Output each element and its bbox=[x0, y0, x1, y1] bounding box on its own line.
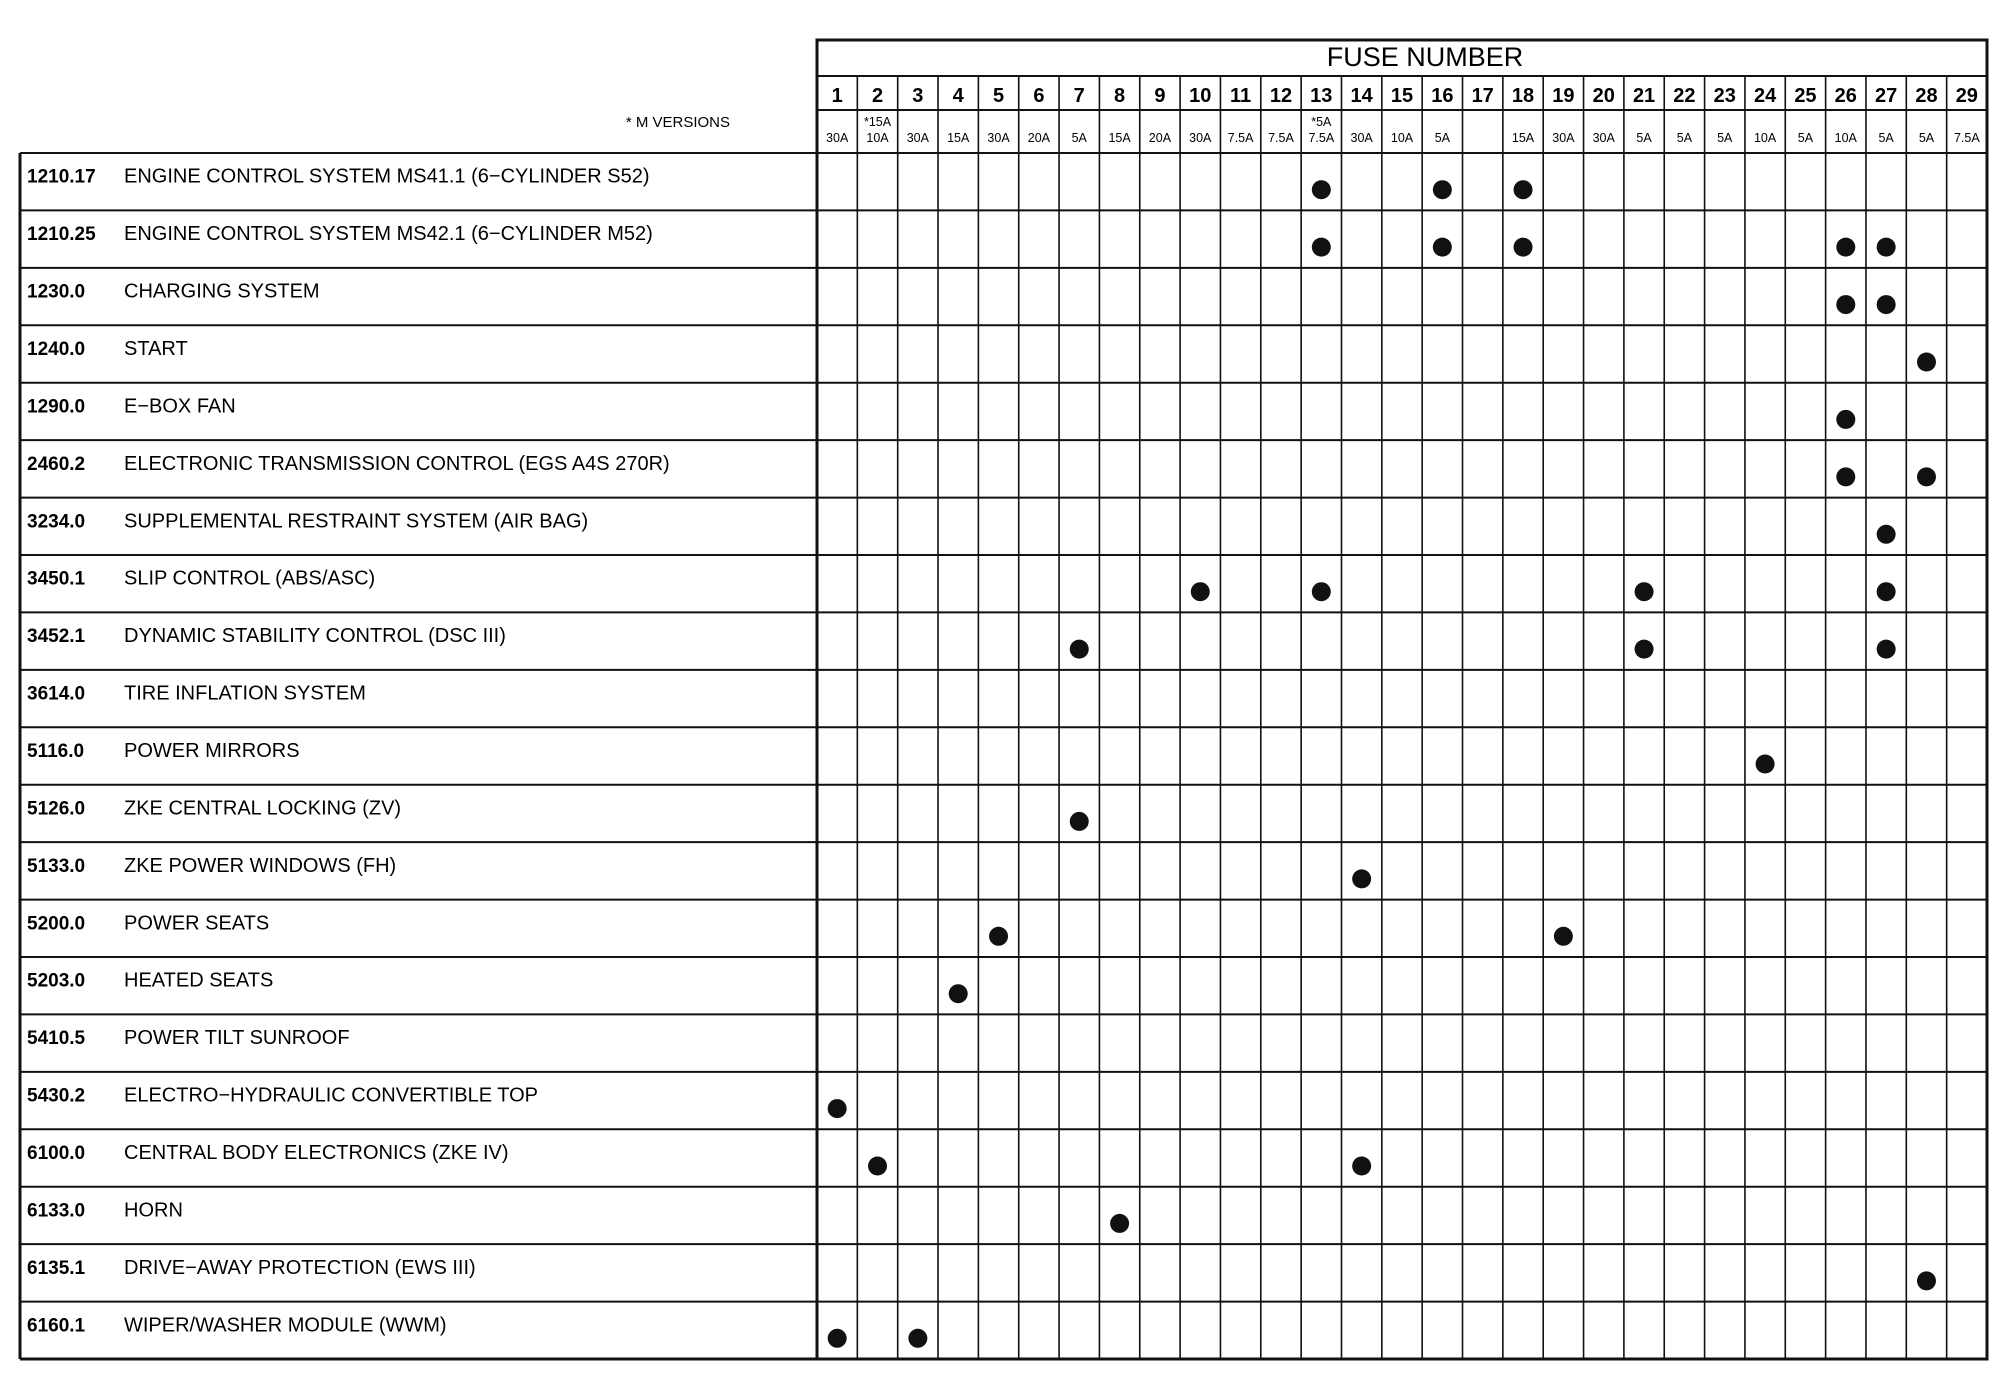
system-name: CENTRAL BODY ELECTRONICS (ZKE IV) bbox=[124, 1142, 509, 1164]
system-name: CHARGING SYSTEM bbox=[124, 280, 320, 303]
fuse-column-number: 26 bbox=[1834, 85, 1857, 107]
system-name: POWER TILT SUNROOF bbox=[124, 1027, 350, 1050]
fuse-dot bbox=[1836, 410, 1855, 429]
system-code: 1230.0 bbox=[27, 281, 86, 303]
fuse-dot bbox=[1433, 238, 1452, 257]
fuse-column-number: 13 bbox=[1310, 85, 1333, 107]
fuse-rating: 7.5A bbox=[1953, 131, 1980, 145]
fuse-dot bbox=[828, 1329, 847, 1348]
system-name: ENGINE CONTROL SYSTEM MS41.1 (6−CYLINDER S52) bbox=[124, 165, 650, 188]
fuse-rating: 5A bbox=[1434, 131, 1450, 145]
system-name: DYNAMIC STABILITY CONTROL (DSC III) bbox=[124, 625, 506, 648]
system-name: ZKE CENTRAL LOCKING (ZV) bbox=[124, 797, 402, 820]
fuse-column-number: 19 bbox=[1552, 85, 1575, 107]
fuse-rating: 30A bbox=[1350, 131, 1373, 145]
fuse-rating: 5A bbox=[1717, 131, 1733, 145]
system-code: 6160.1 bbox=[27, 1315, 86, 1337]
fuse-column-number: 18 bbox=[1511, 85, 1535, 107]
fuse-dot bbox=[1836, 238, 1855, 257]
system-code: 3614.0 bbox=[27, 683, 86, 705]
grid-lines bbox=[20, 76, 1987, 1359]
system-code: 1210.17 bbox=[27, 166, 96, 188]
system-name: E−BOX FAN bbox=[124, 395, 236, 418]
fuse-columns bbox=[826, 85, 1980, 145]
fuse-column-number: 7 bbox=[1073, 85, 1085, 107]
fuse-rating: 7.5A bbox=[1227, 131, 1254, 145]
fuse-number-title: FUSE NUMBER bbox=[1326, 42, 1524, 72]
fuse-column-number: 15 bbox=[1390, 85, 1414, 107]
system-code: 5116.0 bbox=[27, 741, 85, 762]
fuse-dot bbox=[1312, 238, 1331, 257]
fuse-dot bbox=[949, 984, 968, 1003]
fuse-column-number: 14 bbox=[1350, 85, 1373, 107]
fuse-rating: 10A bbox=[866, 131, 889, 145]
fuse-rating: 30A bbox=[1189, 131, 1212, 145]
system-code: 6100.0 bbox=[27, 1143, 86, 1164]
fuse-dot bbox=[828, 1099, 847, 1118]
system-code: 5203.0 bbox=[27, 970, 86, 992]
system-name: DRIVE−AWAY PROTECTION (EWS III) bbox=[124, 1256, 476, 1279]
fuse-rating: 5A bbox=[1878, 131, 1894, 145]
system-code: 1210.25 bbox=[27, 224, 96, 246]
system-name: ZKE POWER WINDOWS (FH) bbox=[124, 854, 397, 877]
fuse-column-number: 25 bbox=[1794, 85, 1817, 107]
fuse-column-number: 5 bbox=[992, 85, 1005, 107]
fuse-dot bbox=[1070, 812, 1089, 831]
fuse-rating: 30A bbox=[906, 131, 929, 145]
fuse-rating: 30A bbox=[1592, 131, 1615, 145]
system-code: 3234.0 bbox=[27, 511, 86, 533]
fuse-dot bbox=[1836, 467, 1855, 486]
system-code: 1290.0 bbox=[27, 396, 86, 418]
fuse-rating: 15A bbox=[1108, 131, 1131, 145]
fuse-dot bbox=[1635, 582, 1654, 601]
system-code: 5133.0 bbox=[27, 855, 86, 877]
fuse-m-rating: *5A bbox=[1311, 115, 1332, 129]
fuse-rating: 5A bbox=[1676, 131, 1693, 145]
fuse-rating: 20A bbox=[1148, 131, 1172, 145]
system-name: ENGINE CONTROL SYSTEM MS42.1 (6−CYLINDER M52) bbox=[124, 223, 653, 246]
fuse-dot bbox=[1110, 1214, 1129, 1233]
fuse-column-number: 16 bbox=[1431, 85, 1454, 107]
system-code: 5410.5 bbox=[27, 1028, 86, 1050]
fuse-rating: 7.5A bbox=[1308, 131, 1335, 145]
fuse-rating: 7.5A bbox=[1268, 131, 1294, 145]
fuse-rating: 5A bbox=[1071, 131, 1087, 145]
fuse-dot bbox=[1877, 525, 1896, 544]
system-code: 3450.1 bbox=[27, 568, 86, 590]
system-name: POWER MIRRORS bbox=[124, 740, 300, 762]
system-code: 5430.2 bbox=[27, 1085, 86, 1107]
fuse-rating: 15A bbox=[947, 131, 970, 145]
fuse-dot bbox=[1917, 353, 1936, 372]
system-name: POWER SEATS bbox=[124, 912, 270, 935]
fuse-dot bbox=[1877, 640, 1896, 659]
fuse-column-number: 9 bbox=[1154, 85, 1166, 107]
system-name: SLIP CONTROL (ABS/ASC) bbox=[124, 567, 376, 590]
fuse-dot bbox=[868, 1157, 887, 1176]
system-code: 6135.1 bbox=[27, 1257, 86, 1279]
fuse-dot bbox=[1514, 180, 1533, 199]
fuse-column-number: 24 bbox=[1753, 85, 1777, 107]
fuse-column-number: 28 bbox=[1915, 85, 1938, 107]
system-code: 5126.0 bbox=[27, 798, 86, 820]
fuse-dot bbox=[1836, 295, 1855, 314]
fuse-rating: 10A bbox=[1834, 131, 1857, 145]
fuse-column-number: 17 bbox=[1471, 85, 1494, 107]
fuse-dot bbox=[1877, 295, 1896, 314]
system-name: TIRE INFLATION SYSTEM bbox=[124, 682, 366, 705]
system-code: 2460.2 bbox=[27, 453, 86, 475]
system-name: ELECTRO−HYDRAULIC CONVERTIBLE TOP bbox=[124, 1084, 539, 1107]
fuse-dot bbox=[989, 927, 1008, 946]
fuse-dot bbox=[1635, 640, 1654, 659]
fuse-rating: 20A bbox=[1027, 131, 1051, 145]
fuse-column-number: 27 bbox=[1875, 85, 1898, 107]
fuse-grid-border bbox=[817, 40, 1987, 1359]
system-name: ELECTRONIC TRANSMISSION CONTROL (EGS A4S 270R) bbox=[124, 452, 670, 475]
system-name: START bbox=[124, 338, 188, 360]
fuse-column-number: 22 bbox=[1673, 85, 1696, 107]
fuse-m-rating: *15A bbox=[863, 115, 892, 129]
fuse-dot bbox=[1352, 869, 1371, 888]
fuse-dot bbox=[1877, 238, 1896, 257]
system-name: SUPPLEMENTAL RESTRAINT SYSTEM (AIR BAG) bbox=[124, 510, 589, 533]
fuse-column-number: 20 bbox=[1592, 85, 1615, 107]
fuse-rating: 30A bbox=[1552, 131, 1575, 145]
system-code: 1240.0 bbox=[27, 339, 86, 360]
fuse-dot bbox=[1554, 927, 1573, 946]
fuse-dot bbox=[1514, 238, 1533, 257]
fuse-column-number: 1 bbox=[831, 85, 843, 107]
fuse-dot bbox=[1433, 180, 1452, 199]
fuse-rating: 10A bbox=[1390, 131, 1414, 145]
system-code: 6133.0 bbox=[27, 1200, 86, 1222]
fuse-dot bbox=[1191, 582, 1210, 601]
fuse-column-number: 3 bbox=[912, 85, 924, 107]
fuse-rating: 5A bbox=[1797, 131, 1814, 145]
fuse-rating: 10A bbox=[1753, 131, 1777, 145]
system-name: HEATED SEATS bbox=[124, 969, 274, 992]
fuse-dot bbox=[1877, 582, 1896, 601]
fuse-column-number: 6 bbox=[1033, 85, 1045, 107]
fuse-column-number: 4 bbox=[952, 85, 964, 107]
fuse-dot bbox=[1070, 640, 1089, 659]
fuse-dot bbox=[1352, 1157, 1371, 1176]
fuse-rating: 15A bbox=[1511, 131, 1535, 145]
fuse-rating: 5A bbox=[1636, 131, 1652, 145]
fuse-column-number: 8 bbox=[1114, 85, 1126, 107]
m-versions-note: * M VERSIONS bbox=[625, 114, 730, 131]
system-name: WIPER/WASHER MODULE (WWM) bbox=[124, 1314, 447, 1337]
fuse-column-number: 21 bbox=[1632, 85, 1656, 107]
fuse-dot bbox=[1917, 467, 1936, 486]
system-code: 5200.0 bbox=[27, 913, 86, 935]
fuse-rating: 30A bbox=[826, 131, 849, 145]
fuse-dot bbox=[1917, 1271, 1936, 1290]
fuse-dot bbox=[1312, 582, 1331, 601]
fuse-dot bbox=[908, 1329, 927, 1348]
fuse-column-number: 23 bbox=[1713, 85, 1736, 107]
fuse-rating: 5A bbox=[1918, 131, 1935, 145]
system-code: 3452.1 bbox=[27, 626, 86, 648]
fuse-column-number: 11 bbox=[1230, 85, 1252, 107]
fuse-column-number: 10 bbox=[1189, 85, 1212, 107]
fuse-column-number: 2 bbox=[871, 85, 884, 107]
fuse-dot bbox=[1756, 755, 1775, 774]
system-rows bbox=[27, 166, 670, 1337]
fuse-dot bbox=[1312, 180, 1331, 199]
fuse-column-number: 29 bbox=[1955, 85, 1978, 107]
fuse-column-number: 12 bbox=[1269, 85, 1293, 107]
system-name: HORN bbox=[124, 1199, 183, 1222]
fuse-rating: 30A bbox=[987, 131, 1010, 145]
